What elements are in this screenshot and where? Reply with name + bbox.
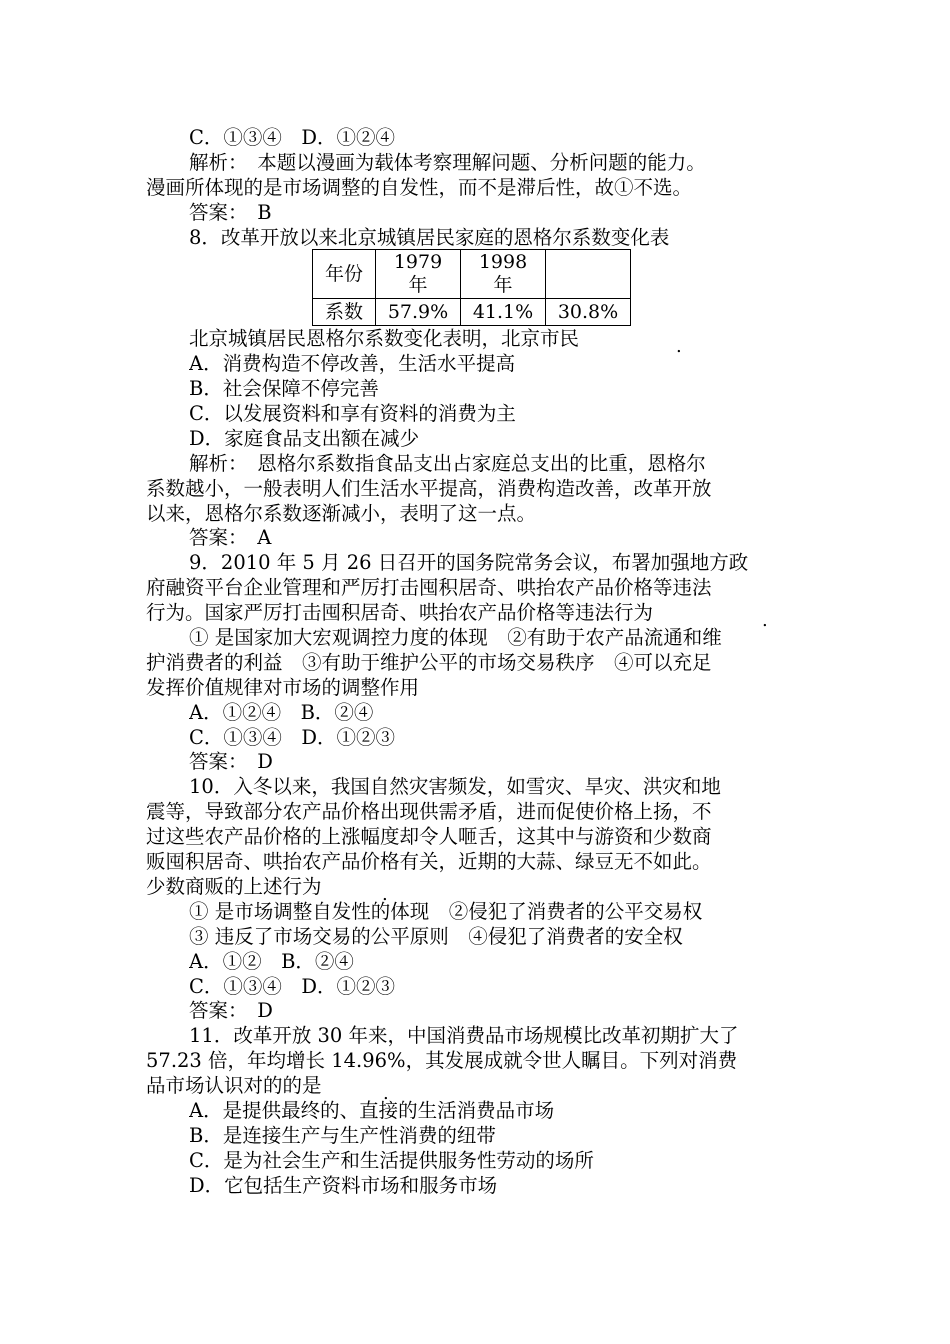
analysis-line: 解析： 恩格尔系数指食品支出占家庭总支出的比重，恩格尔 bbox=[189, 452, 706, 475]
option-line: C．①③④ D．①②④ bbox=[189, 126, 396, 149]
table-row bbox=[313, 250, 631, 299]
blank-mark: . bbox=[762, 610, 768, 631]
statement-line: ① 是市场调整自发性的体现 ②侵犯了消费者的公平交易权 bbox=[189, 900, 703, 923]
option-line: D．家庭食品支出额在减少 bbox=[189, 427, 420, 450]
table-header-cell: 1979 年 bbox=[376, 250, 461, 299]
option-line: A．①② B．②④ bbox=[189, 950, 354, 973]
option-line: C．①③④ D．①②③ bbox=[189, 975, 396, 998]
option-line: A．是提供最终的、直接的生活消费品市场 bbox=[189, 1099, 555, 1122]
question-10-line: 贩囤积居奇、哄抬农产品价格有关，近期的大蒜、绿豆无不如此。 bbox=[146, 850, 712, 873]
blank-mark: . bbox=[382, 884, 388, 905]
question-9-line: 9．2010 年 5 月 26 日召开的国务院常务会议，布署加强地方政 bbox=[189, 551, 749, 574]
question-9-line: 行为。国家严厉打击囤积居奇、哄抬农产品价格等违法行为 bbox=[146, 601, 654, 624]
statement-line: ③ 违反了市场交易的公平原则 ④侵犯了消费者的安全权 bbox=[189, 925, 683, 948]
question-stem-line: 北京城镇居民恩格尔系数变化表明，北京市民 bbox=[189, 327, 580, 350]
engel-coefficient-table bbox=[312, 249, 631, 326]
statement-line: 发挥价值规律对市场的调整作用 bbox=[146, 676, 420, 699]
analysis-line: 以来，恩格尔系数逐渐减小，表明了这一点。 bbox=[146, 502, 537, 525]
table-header-cell: 1998 年 bbox=[461, 250, 546, 299]
option-line: C．是为社会生产和生活提供服务性劳动的场所 bbox=[189, 1149, 594, 1172]
table-cell: 30.8% bbox=[546, 299, 631, 326]
question-10-line: 10．入冬以来，我国自然灾害频发，如雪灾、旱灾、洪灾和地 bbox=[189, 775, 721, 798]
option-line: D．它包括生产资料市场和服务市场 bbox=[189, 1174, 498, 1197]
question-11-line: 11．改革开放 30 年来，中国消费品市场规模比改革初期扩大了 bbox=[189, 1024, 739, 1047]
table-cell: 系数 bbox=[313, 299, 376, 326]
option-line: A．消费构造不停改善，生活水平提高 bbox=[189, 352, 516, 375]
question-11-line: 57.23 倍，年均增长 14.96%，其发展成就令世人瞩目。下列对消费 bbox=[146, 1049, 738, 1072]
answer-line: 答案： D bbox=[189, 750, 273, 773]
answer-line: 答案： D bbox=[189, 999, 273, 1022]
table-cell: 57.9% bbox=[376, 299, 461, 326]
answer-line: 答案： B bbox=[189, 201, 272, 224]
question-9-line: 府融资平台企业管理和严厉打击囤积居奇、哄抬农产品价格等违法 bbox=[146, 576, 712, 599]
table-cell: 41.1% bbox=[461, 299, 546, 326]
option-line: C．①③④ D．①②③ bbox=[189, 726, 396, 749]
question-10-line: 震等，导致部分农产品价格出现供需矛盾，进而促使价格上扬，不 bbox=[146, 800, 712, 823]
question-11-line: 品市场认识对的的是 bbox=[146, 1074, 322, 1097]
analysis-line: 解析： 本题以漫画为载体考察理解问题、分析问题的能力。 bbox=[189, 151, 706, 174]
analysis-line: 漫画所体现的是市场调整的自发性，而不是滞后性，故①不选。 bbox=[146, 176, 693, 199]
option-line: B．社会保障不停完善 bbox=[189, 377, 379, 400]
question-8-title: 8．改革开放以来北京城镇居民家庭的恩格尔系数变化表 bbox=[189, 226, 670, 249]
analysis-line: 系数越小，一般表明人们生活水平提高，消费构造改善，改革开放 bbox=[146, 477, 712, 500]
blank-mark: . bbox=[676, 336, 682, 357]
option-line: B．是连接生产与生产性消费的纽带 bbox=[189, 1124, 496, 1147]
option-line: A．①②④ B．②④ bbox=[189, 701, 374, 724]
answer-line: 答案： A bbox=[189, 526, 272, 549]
option-line: C．以发展资料和享有资料的消费为主 bbox=[189, 402, 516, 425]
table-row bbox=[313, 299, 631, 326]
table-header-cell: 年份 bbox=[313, 250, 376, 299]
statement-line: 护消费者的利益 ③有助于维护公平的市场交易秩序 ④可以充足 bbox=[146, 651, 712, 674]
question-10-line: 过这些农产品价格的上涨幅度却令人咂舌，这其中与游资和少数商 bbox=[146, 825, 712, 848]
blank-mark: . bbox=[383, 1083, 389, 1104]
question-10-line: 少数商贩的上述行为 bbox=[146, 875, 322, 898]
table-header-cell bbox=[546, 250, 631, 299]
statement-line: ① 是国家加大宏观调控力度的体现 ②有助于农产品流通和维 bbox=[189, 626, 722, 649]
